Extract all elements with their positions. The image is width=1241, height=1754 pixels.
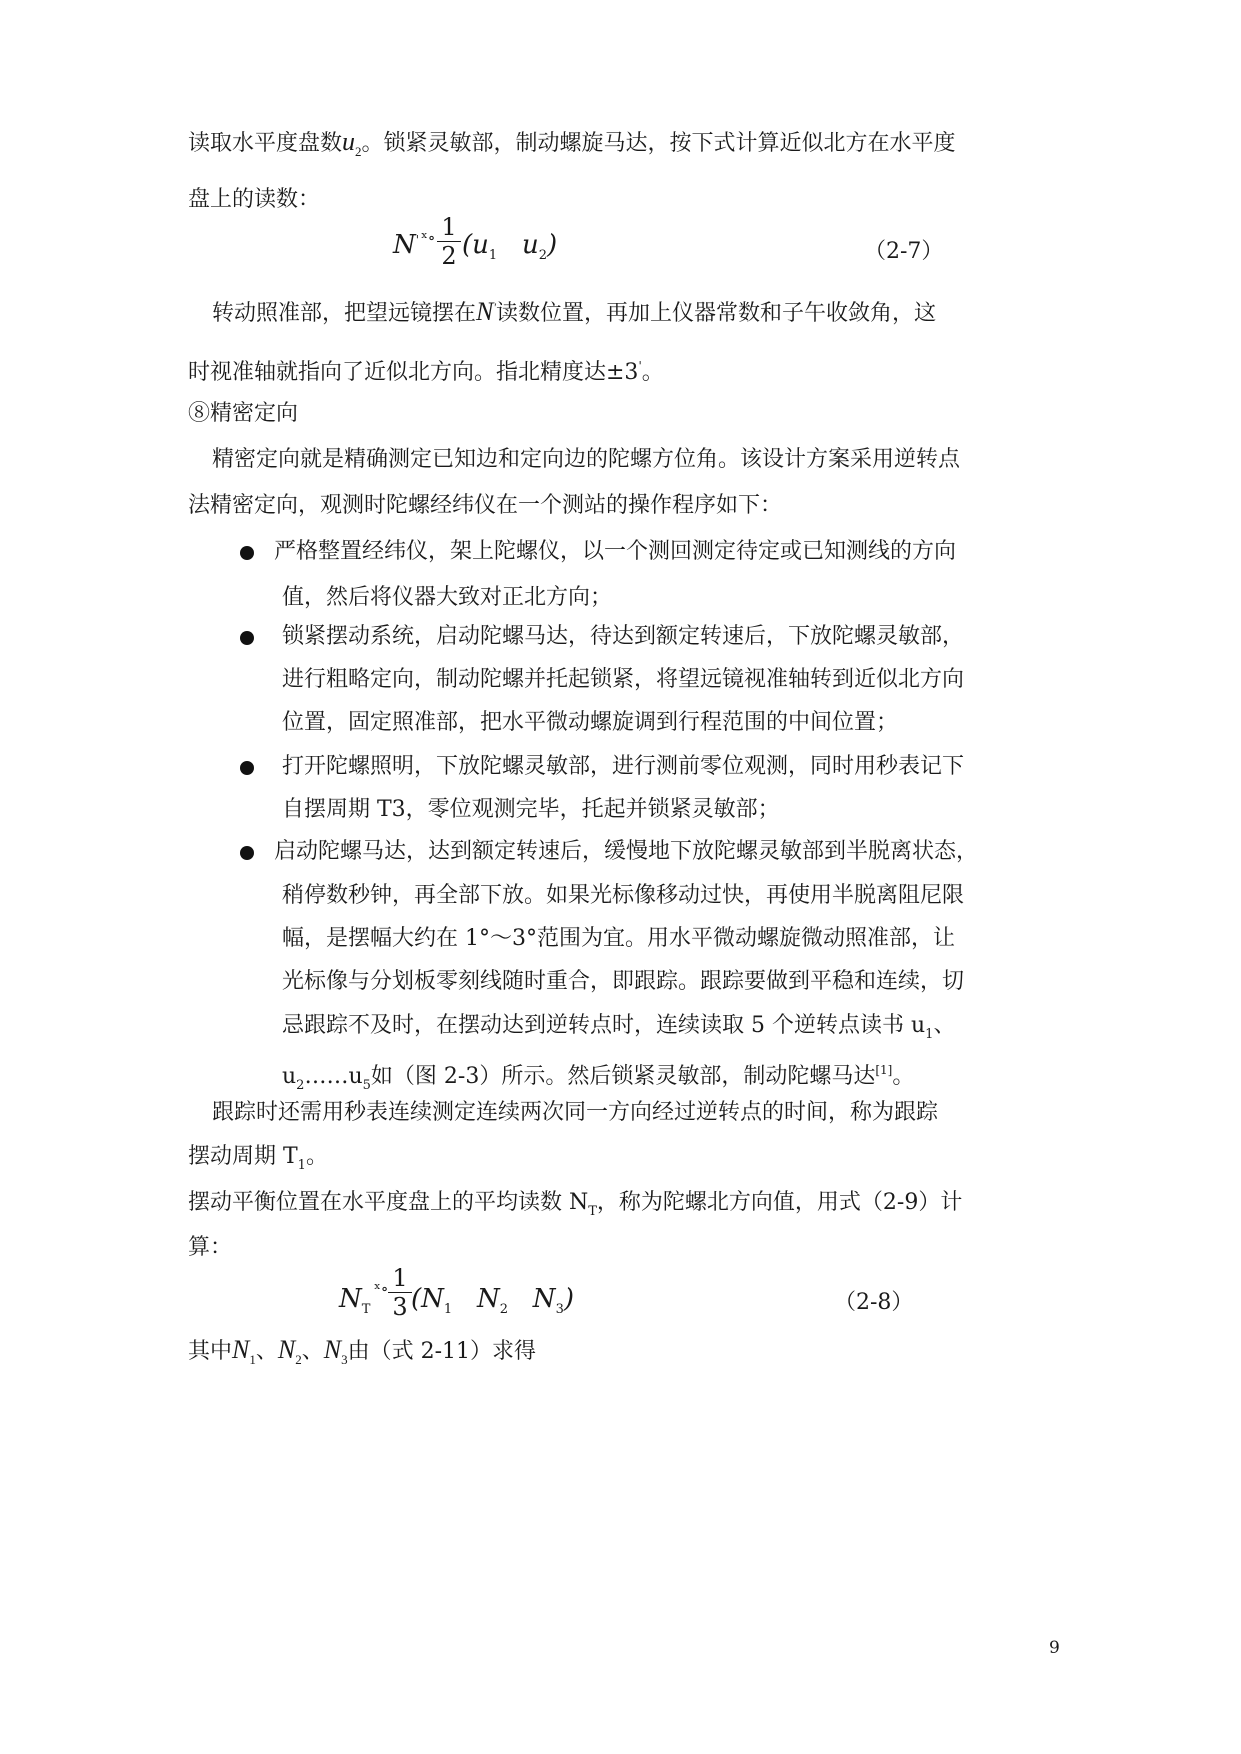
list-item: $u_2\dots\dots u_5$如（图 2-3）所示。然后锁紧灵敏部，制动陀螺马达[1]。 bbox=[282, 1063, 915, 1093]
list-item: 值，然后将仪器大致对正北方向； bbox=[282, 585, 613, 610]
text-line: 摆动平衡位置在水平度盘上的平均读数 $N_T$，称为陀螺北方向值，用式（2-9）计 bbox=[188, 1190, 963, 1219]
bullet-icon bbox=[240, 846, 254, 860]
list-item: 进行粗略定向，制动陀螺并托起锁紧，将望远镜视准轴转到近似北方向 bbox=[282, 667, 965, 692]
fraction: 1 2 bbox=[437, 214, 461, 269]
equation-number: （2-8） bbox=[834, 1290, 914, 1315]
list-item: 光标像与分划板零刻线随时重合，即跟踪。跟踪要做到平稳和连续，切 bbox=[282, 969, 965, 994]
text-line: 读取水平度盘数$u_2$。锁紧灵敏部，制动螺旋马达，按下式计算近似北方在水平度 bbox=[188, 127, 956, 159]
text-line: 跟踪时还需用秒表连续测定连续两次同一方向经过逆转点的时间，称为跟踪 bbox=[212, 1100, 939, 1125]
list-item: 打开陀螺照明，下放陀螺灵敏部，进行测前零位观测，同时用秒表记下 bbox=[282, 754, 965, 779]
text-line: 其中$N_1$、$N_2$、$N_3$由（式 2-11）求得 bbox=[188, 1335, 536, 1367]
list-item: 自摆周期 T3，零位观测完毕，托起并锁紧灵敏部； bbox=[282, 797, 780, 822]
section-heading: ⑧精密定向 bbox=[188, 401, 299, 426]
citation-ref: [1] bbox=[875, 1063, 893, 1077]
fraction: 1 3 bbox=[388, 1265, 412, 1320]
text-line: 摆动周期 $T_1$。 bbox=[188, 1144, 328, 1173]
text-line: 算： bbox=[188, 1235, 233, 1260]
list-item: 启动陀螺马达，达到额定转速后，缓慢地下放陀螺灵敏部到半脱离状态， bbox=[274, 839, 979, 864]
list-item: 位置，固定照准部，把水平微动螺旋调到行程范围的中间位置； bbox=[282, 710, 899, 735]
list-item: 忌跟踪不及时，在摆动达到逆转点时，连续读取 5 个逆转点读书 $u_1$、 bbox=[282, 1013, 956, 1042]
text-line: 法精密定向，观测时陀螺经纬仪在一个测站的操作程序如下： bbox=[188, 493, 783, 518]
list-item: 锁紧摆动系统，启动陀螺马达，待达到额定转速后，下放陀螺灵敏部， bbox=[282, 624, 965, 649]
text-line: 时视准轴就指向了近似北方向。指北精度达±3'。 bbox=[188, 359, 664, 385]
bullet-icon bbox=[240, 631, 254, 645]
text-line: 转动照准部，把望远镜摆在N'读数位置，再加上仪器常数和子午收敛角，这 bbox=[212, 297, 936, 326]
page-number: 9 bbox=[1049, 1638, 1060, 1658]
list-item: 严格整置经纬仪，架上陀螺仪，以一个测回测定待定或已知测线的方向 bbox=[274, 539, 957, 564]
bullet-icon bbox=[240, 761, 254, 775]
variable-u: $u_2$ bbox=[342, 127, 362, 159]
bullet-icon bbox=[240, 546, 254, 560]
text-line: 盘上的读数： bbox=[188, 187, 321, 212]
text-line: 精密定向就是精确测定已知边和定向边的陀螺方位角。该设计方案采用逆转点 bbox=[212, 447, 961, 472]
equation-number: （2-7） bbox=[864, 239, 944, 264]
list-item: 幅，是摆幅大约在 1°～3°范围为宜。用水平微动螺旋微动照准部，让 bbox=[282, 926, 955, 951]
list-item: 稍停数秒钟，再全部下放。如果光标像移动过快，再使用半脱离阻尼限 bbox=[282, 883, 965, 908]
